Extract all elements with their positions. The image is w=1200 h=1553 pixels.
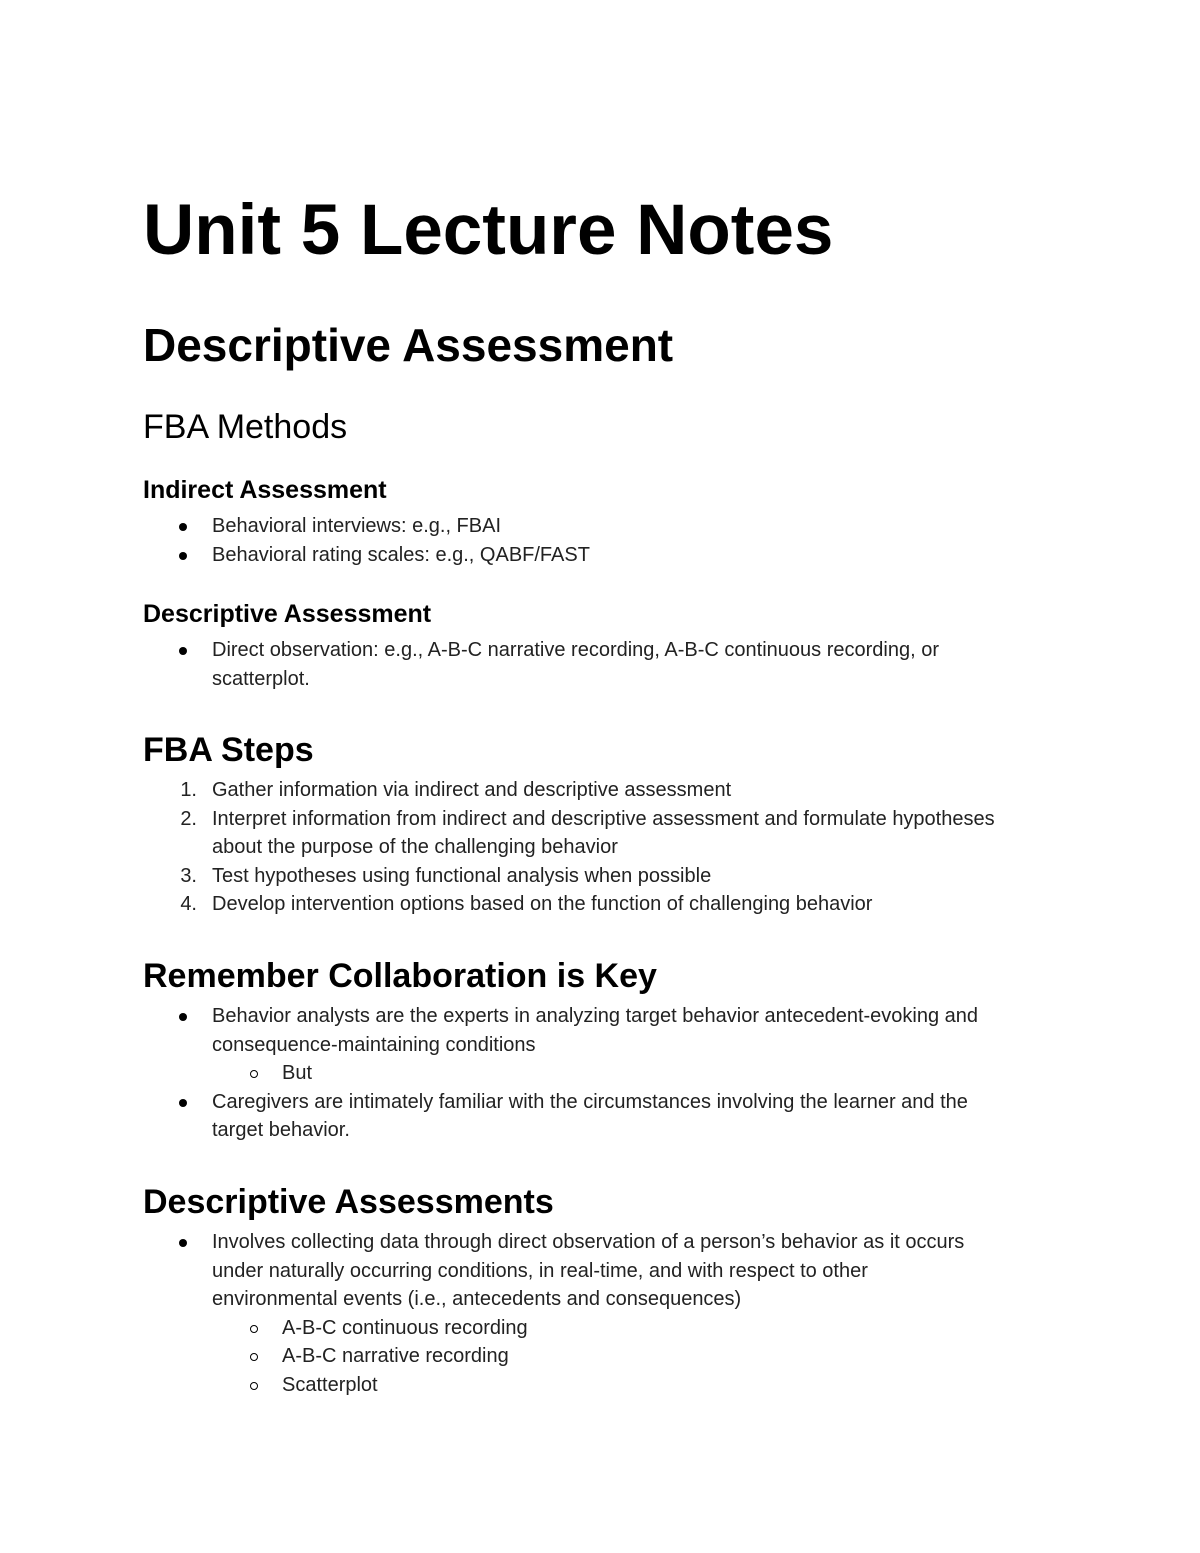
indirect-assessment-list xyxy=(175,512,590,569)
fba-steps-list xyxy=(175,776,995,919)
list-item: Caregivers are intimately familiar with the circumstances involving the learner and the xyxy=(175,1088,978,1117)
sub-list-item: A-B-C continuous recording xyxy=(175,1314,964,1343)
sub-list-item: Scatterplot xyxy=(175,1371,964,1400)
heading-fba-steps: FBA Steps xyxy=(143,731,314,769)
list-number: 2. xyxy=(180,807,197,830)
list-item: 4. Develop intervention options based on the function of challenging behavior xyxy=(175,890,995,919)
list-item: 2. Interpret information from indirect and descriptive assessment and formulate hypotheses xyxy=(175,805,995,834)
list-item-continuation: under naturally occurring conditions, in real-time, and with respect to other xyxy=(212,1259,868,1282)
heading-descriptive-assessment: Descriptive Assessment xyxy=(143,319,674,371)
descriptive-assessments-list xyxy=(175,1228,964,1400)
list-number: 3. xyxy=(180,864,197,887)
bullet-icon xyxy=(179,1013,187,1021)
hollow-bullet-icon xyxy=(250,1325,258,1333)
collaboration-list xyxy=(175,1002,978,1145)
list-item-continuation: target behavior. xyxy=(212,1119,350,1142)
heading-fba-methods: FBA Methods xyxy=(143,408,348,446)
bullet-icon xyxy=(179,1239,187,1247)
list-item: 1. Gather information via indirect and descriptive assessment xyxy=(175,776,995,805)
heading-descriptive-assessments: Descriptive Assessments xyxy=(143,1183,554,1221)
bullet-icon xyxy=(179,1099,187,1107)
list-item: Behavioral rating scales: e.g., QABF/FAST xyxy=(175,541,590,570)
descriptive-assessment-list xyxy=(175,636,939,693)
list-item: Behavioral interviews: e.g., FBAI xyxy=(175,512,590,541)
sub-list-item: But xyxy=(175,1059,978,1088)
document-title: Unit 5 Lecture Notes xyxy=(143,191,834,270)
hollow-bullet-icon xyxy=(250,1070,258,1078)
list-item: Behavior analysts are the experts in analyzing target behavior antecedent-evoking and xyxy=(175,1002,978,1031)
bullet-icon xyxy=(179,552,187,560)
heading-collaboration: Remember Collaboration is Key xyxy=(143,957,657,995)
heading-descriptive-assessment-sub: Descriptive Assessment xyxy=(143,600,432,628)
hollow-bullet-icon xyxy=(250,1353,258,1361)
list-number: 4. xyxy=(180,893,197,916)
list-number: 1. xyxy=(180,779,197,801)
bullet-icon xyxy=(179,647,187,655)
list-item-continuation: scatterplot. xyxy=(212,667,310,690)
list-item: Involves collecting data through direct observation of a person’s behavior as it occurs xyxy=(175,1228,964,1257)
bullet-icon xyxy=(179,523,187,531)
list-item-continuation: about the purpose of the challenging behavior xyxy=(212,836,618,859)
list-item-continuation: environmental events (i.e., antecedents and consequences) xyxy=(212,1288,742,1311)
sub-list-item: A-B-C narrative recording xyxy=(175,1342,964,1371)
list-item: Direct observation: e.g., A-B-C narrative recording, A-B-C continuous recording, or xyxy=(175,636,939,665)
hollow-bullet-icon xyxy=(250,1382,258,1390)
list-item: 3. Test hypotheses using functional analysis when possible xyxy=(175,862,995,891)
list-item-continuation: consequence-maintaining conditions xyxy=(212,1033,536,1056)
heading-indirect-assessment: Indirect Assessment xyxy=(143,476,387,504)
